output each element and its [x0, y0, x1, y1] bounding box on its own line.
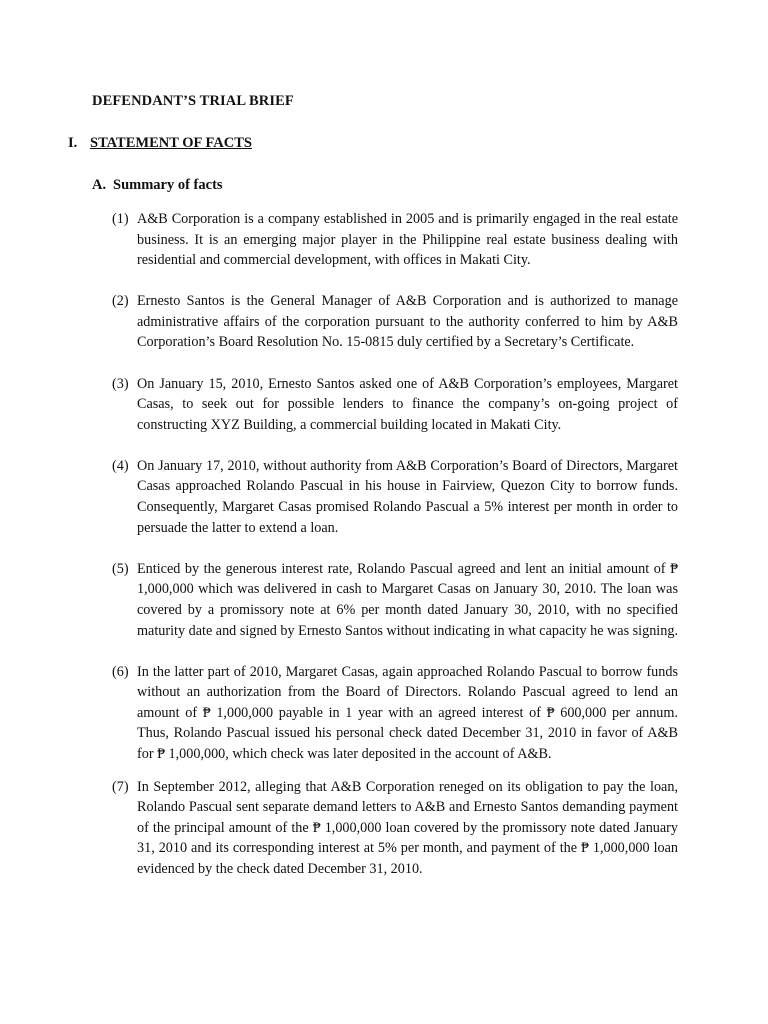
subsection-letter: A.: [92, 177, 107, 193]
fact-text: Ernesto Santos is the General Manager of A&B Corporation and is authorized to manage administrative affairs of the corporation pursuant to the authority conferred to him by A&B Corporation’s Board Resolution No. 15-0815 duly certified by a Secretary’s Certificate.: [137, 293, 678, 351]
subsection-title: Summary of facts: [113, 177, 223, 193]
fact-item: [112, 291, 678, 353]
document-title: DEFENDANT’S TRIAL BRIEF: [92, 93, 294, 109]
fact-number: (1): [112, 211, 129, 227]
fact-text: Enticed by the generous interest rate, Rolando Pascual agreed and lent an initial amount of ₱ 1,000,000 which was delivered in cash to Margaret Casas on January 30, 2010. The loan was covered by a promissory note at 6% per month dated January 30, 2010, with no specified maturity date and signed by Ernesto Santos without indicating in what capacity he was signing.: [137, 560, 678, 639]
fact-item: [112, 559, 678, 641]
facts-list: [112, 209, 678, 900]
fact-item: [112, 777, 678, 880]
fact-number: (7): [112, 778, 129, 795]
subsection-heading: [92, 177, 223, 194]
fact-text: A&B Corporation is a company established in 2005 and is primarily engaged in the real estate business. It is an emerging major player in the Philippine real estate business dealing with residential and commercial development, with offices in Makati City.: [137, 211, 678, 269]
section-heading: [68, 135, 252, 152]
fact-text: On January 17, 2010, without authority from A&B Corporation’s Board of Directors, Margaret Casas approached Rolando Pascual in his house in Fairview, Quezon City to borrow funds. Consequently, Margaret Casas promised Rolando Pascual a 5% interest per month in order to persuade the latter to extend a loan.: [137, 457, 678, 536]
fact-number: (5): [112, 560, 129, 577]
fact-number: (2): [112, 293, 129, 310]
section-number: I.: [68, 135, 78, 151]
fact-text: In September 2012, alleging that A&B Corporation reneged on its obligation to pay the loan, Rolando Pascual sent separate demand letters to A&B and Ernesto Santos demanding payment of the principal amount of the ₱ 1,000,000 loan covered by the promissory note dated January 31, 2010 and its corresponding interest at 5% per month, and payment of the ₱ 1,000,000 loan evidenced by the check dated December 31, 2010.: [137, 778, 678, 877]
fact-number: (6): [112, 663, 129, 680]
fact-item: [112, 209, 678, 271]
fact-number: (4): [112, 457, 129, 474]
fact-item: [112, 662, 678, 765]
fact-item: [112, 456, 678, 538]
section-title: STATEMENT OF FACTS: [90, 135, 252, 151]
fact-item: [112, 374, 678, 436]
fact-text: On January 15, 2010, Ernesto Santos asked one of A&B Corporation’s employees, Margaret Casas, to seek out for possible lenders to finance the company’s on-going project of constructing XYZ Building, a commercial building located in Makati City.: [137, 375, 678, 433]
fact-text: In the latter part of 2010, Margaret Casas, again approached Rolando Pascual to borrow funds without an authorization from the Board of Directors. Rolando Pascual agreed to lend an amount of ₱ 1,000,000 payable in 1 year with an agreed interest of ₱ 600,000 per annum. Thus, Rolando Pascual issued his personal check dated December 31, 2010 in favor of A&B for ₱ 1,000,000, which check was later deposited in the account of A&B.: [137, 663, 678, 762]
fact-number: (3): [112, 375, 129, 392]
